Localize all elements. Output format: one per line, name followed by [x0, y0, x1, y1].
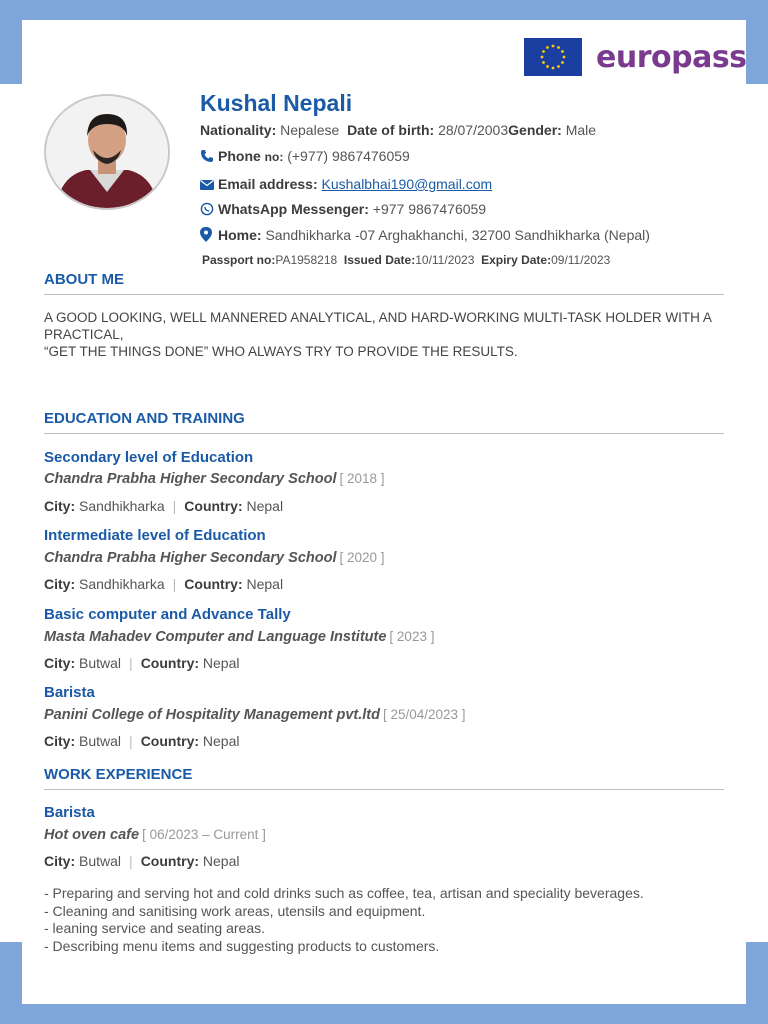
city-label: City:: [44, 853, 76, 869]
city-value: Butwal: [79, 853, 122, 869]
city-value: Butwal: [79, 655, 122, 671]
email-line: [200, 176, 492, 192]
dob-value: 28/07/2003: [438, 122, 509, 138]
issued-value: 10/11/2023: [415, 253, 475, 267]
email-label: Email address:: [218, 176, 318, 192]
duty-item: - Cleaning and sanitising work areas, utensils and equipment.: [44, 902, 426, 919]
duty-item: - Preparing and serving hot and cold drinks such as coffee, tea, artisan and speciality beverages.: [44, 885, 644, 901]
org-name: Masta Mahadev Computer and Language Institute: [44, 629, 387, 645]
work-duties-list: [44, 885, 644, 955]
phone-no-label: no:: [264, 150, 284, 164]
nationality-value: Nepalese: [280, 122, 340, 138]
europass-wordmark: europass: [596, 39, 747, 75]
about-text: [44, 309, 728, 360]
city-label: City:: [44, 498, 76, 514]
org-name: Chandra Prabha Higher Secondary School: [44, 471, 337, 487]
education-divider: [44, 433, 724, 434]
city-label: City:: [44, 733, 76, 749]
education-entry-location: [44, 576, 283, 592]
entry-date: [ 25/04/2023 ]: [382, 707, 466, 722]
education-entry-org: [44, 707, 466, 723]
education-heading: EDUCATION AND TRAINING: [44, 410, 245, 427]
about-heading: ABOUT ME: [44, 271, 124, 288]
expiry-value: 09/11/2023: [551, 253, 611, 267]
gender-label: Gender:: [508, 122, 562, 138]
work-entry-title: Barista: [44, 804, 95, 821]
country-value: Nepal: [246, 576, 284, 592]
phone-line: [200, 148, 410, 164]
education-entry-org: [44, 550, 385, 566]
city-value: Butwal: [79, 733, 122, 749]
phone-value: (+977) 9867476059: [287, 148, 410, 164]
country-label: Country:: [140, 655, 200, 671]
city-label: City:: [44, 576, 76, 592]
education-entry-location: [44, 498, 283, 514]
location-separator: |: [129, 853, 133, 869]
duty-item: - Describing menu items and suggesting products to customers.: [44, 937, 440, 954]
dob-label: Date of birth:: [347, 122, 435, 138]
education-entry-title: Intermediate level of Education: [44, 527, 266, 544]
location-separator: |: [129, 733, 133, 749]
entry-date: [ 2018 ]: [339, 471, 385, 486]
phone-label: Phone: [218, 148, 261, 164]
education-entry-org: [44, 471, 385, 487]
location-separator: |: [129, 655, 133, 671]
passport-value: PA1958218: [275, 253, 338, 267]
city-value: Sandhikharka: [79, 576, 165, 592]
eu-flag-icon: [524, 38, 582, 76]
passport-label: Passport no:: [202, 253, 276, 267]
country-value: Nepal: [202, 853, 240, 869]
whatsapp-line: [200, 201, 486, 217]
work-entry-employer: [44, 827, 266, 843]
europass-logo: [524, 38, 747, 76]
entry-date: [ 06/2023 – Current ]: [142, 827, 266, 842]
whatsapp-value: +977 9867476059: [372, 201, 487, 217]
country-label: Country:: [184, 498, 243, 514]
entry-date: [ 2020 ]: [339, 550, 385, 565]
person-name: Kushal Nepali: [200, 90, 353, 116]
work-entry-location: [44, 853, 240, 869]
work-divider: [44, 789, 724, 790]
gender-value: Male: [565, 122, 597, 138]
location-separator: |: [172, 498, 177, 514]
whatsapp-icon: [200, 202, 215, 216]
home-line: [200, 227, 650, 243]
org-name: Chandra Prabha Higher Secondary School: [44, 550, 337, 566]
education-entry-title: Barista: [44, 684, 95, 701]
country-label: Country:: [184, 576, 243, 592]
passport-details: [202, 253, 610, 267]
city-label: City:: [44, 655, 76, 671]
education-entry-org: [44, 629, 434, 645]
issued-label: Issued Date:: [343, 253, 416, 267]
nationality-label: Nationality:: [200, 122, 277, 138]
work-heading: WORK EXPERIENCE: [44, 766, 193, 783]
location-pin-icon: [200, 227, 215, 241]
home-value: Sandhikharka -07 Arghakhanchi, 32700 Sandhikharka (Nepal): [265, 227, 650, 243]
profile-photo: [44, 94, 170, 210]
personal-details-line: [200, 122, 596, 138]
whatsapp-label: WhatsApp Messenger:: [218, 201, 369, 217]
country-value: Nepal: [202, 733, 240, 749]
home-label: Home:: [218, 227, 262, 243]
city-value: Sandhikharka: [79, 498, 165, 514]
about-line-2: “GET THE THINGS DONE” WHO ALWAYS TRY TO PROVIDE THE RESULTS.: [44, 344, 518, 359]
envelope-icon: [200, 178, 215, 192]
org-name: Panini College of Hospitality Management pvt.ltd: [44, 707, 380, 723]
country-label: Country:: [140, 853, 200, 869]
phone-icon: [200, 149, 215, 163]
about-divider: [44, 294, 724, 295]
entry-date: [ 2023 ]: [389, 629, 435, 644]
education-entry-location: [44, 733, 240, 749]
country-label: Country:: [140, 733, 200, 749]
employer-name: Hot oven cafe: [44, 827, 140, 843]
education-entry-title: Secondary level of Education: [44, 449, 254, 466]
education-entry-title: Basic computer and Advance Tally: [44, 606, 291, 623]
education-entry-location: [44, 655, 240, 671]
email-link[interactable]: Kushalbhai190@gmail.com: [321, 176, 493, 192]
location-separator: |: [172, 576, 177, 592]
about-line-1: A GOOD LOOKING, WELL MANNERED ANALYTICAL, AND HARD-WORKING MULTI-TASK HOLDER WITH A PRACTICAL,: [44, 310, 712, 342]
country-value: Nepal: [246, 498, 284, 514]
duty-item: - leaning service and seating areas.: [44, 920, 266, 936]
expiry-label: Expiry Date:: [481, 253, 552, 267]
country-value: Nepal: [202, 655, 240, 671]
